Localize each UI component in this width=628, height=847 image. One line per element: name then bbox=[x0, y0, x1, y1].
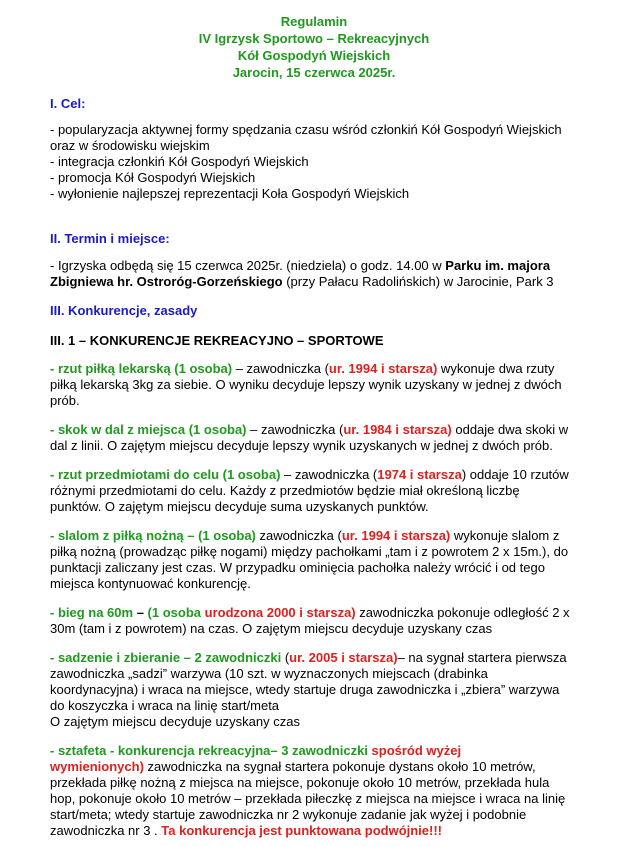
event-sztafeta-title-line bbox=[50, 743, 461, 759]
event-name: - sztafeta - konkurencja rekreacyjna– 3 zawodniczki bbox=[50, 743, 368, 758]
doc-title: Regulamin bbox=[280, 14, 348, 29]
termin-text: (przy Pałacu Radolińskich) w Jarocinie, Park 3 bbox=[282, 274, 554, 289]
cel-line: - integracja członkiń Kół Gospodyń Wiejskich bbox=[50, 154, 309, 169]
event-line: przekłada piłkę nożną z miejsca na miejsce, pokonuje około 10 metrów, przekłada hula bbox=[50, 775, 550, 790]
event-text: oddaje dwa skoki w bbox=[451, 422, 569, 437]
event-name: - bieg na 60m bbox=[50, 605, 134, 620]
event-line: koordynacyjna) i wraca na miejsce, wtedy startuje druga zawodniczka i „zbiera” warzywa bbox=[50, 682, 560, 697]
section-heading-cel: I. Cel: bbox=[50, 96, 86, 111]
event-text: zawodniczka ( bbox=[255, 528, 342, 543]
termin-place-bold: Zbigniewa hr. Ostroróg-Gorzeńskiego bbox=[50, 274, 283, 289]
event-text: – zawodniczka ( bbox=[246, 422, 344, 437]
event-line bbox=[50, 823, 442, 839]
cel-line: - promocja Kół Gospodyń Wiejskich bbox=[50, 170, 256, 185]
event-rzut-title-line bbox=[50, 361, 554, 377]
event-line: hop, pokonuje około 10 metrów – przekłada piłeczkę z miejsca na miejsce i wraca na linię bbox=[50, 791, 566, 806]
termin-line bbox=[50, 274, 554, 290]
event-line: O zajętym miejscu decyduje uzyskany czas bbox=[50, 714, 300, 729]
doc-subtitle-date: Jarocin, 15 czerwca 2025r. bbox=[232, 65, 396, 80]
event-text: zawodniczka pokonuje odległość 2 x bbox=[355, 605, 570, 620]
cel-line: oraz w środowisku wiejskim bbox=[50, 138, 210, 153]
event-note: spośród wyżej bbox=[367, 743, 462, 758]
event-count: (1 osoba bbox=[147, 605, 205, 620]
event-text: wykonuje dwa rzuty bbox=[437, 361, 555, 376]
event-text: zawodniczka nr 3 . bbox=[50, 823, 162, 838]
event-bieg-title-line bbox=[50, 605, 570, 621]
event-age: ur. 2005 i starsza) bbox=[289, 650, 398, 665]
event-age: ur. 1994 i starsza) bbox=[341, 528, 451, 543]
cel-line: - popularyzacja aktywnej formy spędzania czasu wśród członkiń Kół Gospodyń Wiejskich bbox=[50, 122, 562, 137]
event-text: zawodniczka na sygnał startera pokonuje dystans około 10 metrów, bbox=[143, 759, 536, 774]
event-age: urodzona 2000 i starsza) bbox=[204, 605, 356, 620]
event-sadzenie-title-line bbox=[50, 650, 567, 666]
event-age: ur. 1994 i starsza) bbox=[328, 361, 438, 376]
event-name: - skok w dal z miejsca (1 osoba) bbox=[50, 422, 247, 437]
event-skok-title-line bbox=[50, 422, 568, 438]
event-age: 1974 i starsza bbox=[377, 467, 462, 482]
event-text: – bbox=[133, 605, 148, 620]
subsection-heading: III. 1 – KONKURENCJE REKREACYJNO – SPORTOWE bbox=[50, 333, 384, 348]
event-line bbox=[50, 759, 536, 775]
event-line: różnymi przedmiotami do celu. Każdy z przedmiotów będzie miał określoną liczbę bbox=[50, 483, 520, 498]
cel-line: - wyłonienie najlepszej reprezentacji Koła Gospodyń Wiejskich bbox=[50, 186, 410, 201]
event-line: start/meta; wtedy startuje zawodniczka nr 2 wykonuje zadanie jak wyżej i podobnie bbox=[50, 807, 527, 822]
event-line: dal z linii. O zajętym miejscu decyduje lepszy wynik uzyskanych w jednej z dwóch prób. bbox=[50, 438, 553, 453]
event-line: piłką lekarską 3kg za siebie. O wyniku decyduje lepszy wynik uzyskany w jednej z dwóch bbox=[50, 377, 562, 392]
event-line: zawodniczka „sadzi” warzywa (10 szt. w wyznaczonych miejscach (drabinka bbox=[50, 666, 488, 681]
doc-subtitle-event: IV Igrzysk Sportowo – Rekreacyjnych bbox=[198, 31, 430, 46]
event-line: punktów. O zajętym miejscu decyduje suma uzyskanych punktów. bbox=[50, 499, 429, 514]
event-line: punktacji zaliczany jest czas. W przypadku ominięcia pachołka należy wrócić i od tego bbox=[50, 560, 545, 575]
termin-place-bold: Parku im. majora bbox=[445, 258, 551, 273]
event-text: – na sygnał startera pierwsza bbox=[397, 650, 567, 665]
event-slalom-title-line bbox=[50, 528, 559, 544]
event-line: do koszyczka i wraca na linię start/meta bbox=[50, 698, 280, 713]
event-text: ) oddaje 10 rzutów bbox=[461, 467, 569, 482]
section-heading-konkurencje: III. Konkurencje, zasady bbox=[50, 303, 198, 318]
termin-text: - Igrzyska odbędą się 15 czerwca 2025r. (niedziela) o godz. 14.00 w bbox=[50, 258, 446, 273]
event-line: miejsca kontynuować konkurencję. bbox=[50, 576, 251, 591]
section-heading-termin: II. Termin i miejsce: bbox=[50, 231, 170, 246]
event-double-points-note: Ta konkurencja jest punktowana podwójnie!!! bbox=[161, 823, 443, 838]
event-name: - rzut piłką lekarską (1 osoba) bbox=[50, 361, 233, 376]
event-name: - slalom z piłką nożną – (1 osoba) bbox=[50, 528, 256, 543]
termin-line bbox=[50, 258, 550, 274]
event-text: wykonuje slalom z bbox=[450, 528, 560, 543]
event-note: wymienionych) bbox=[50, 759, 144, 774]
event-przedmioty-title-line bbox=[50, 467, 569, 483]
event-text: ( bbox=[281, 650, 290, 665]
event-line: 30m (tam i z powrotem) na czas. O zajętym miejscu decyduje uzyskany czas bbox=[50, 621, 493, 636]
event-name: - rzut przedmiotami do celu (1 osoba) bbox=[50, 467, 281, 482]
event-age: ur. 1984 i starsza) bbox=[343, 422, 452, 437]
event-text: – zawodniczka ( bbox=[232, 361, 329, 376]
doc-subtitle-organizer: Kół Gospodyń Wiejskich bbox=[237, 48, 391, 63]
event-line: prób. bbox=[50, 393, 80, 408]
event-name: - sadzenie i zbieranie – 2 zawodniczki bbox=[50, 650, 282, 665]
event-text: – zawodniczka ( bbox=[280, 467, 378, 482]
event-line: piłką nożną (prowadząc piłkę nogami) między pachołkami „tam i z powrotem 2 x 15m.), do bbox=[50, 544, 569, 559]
